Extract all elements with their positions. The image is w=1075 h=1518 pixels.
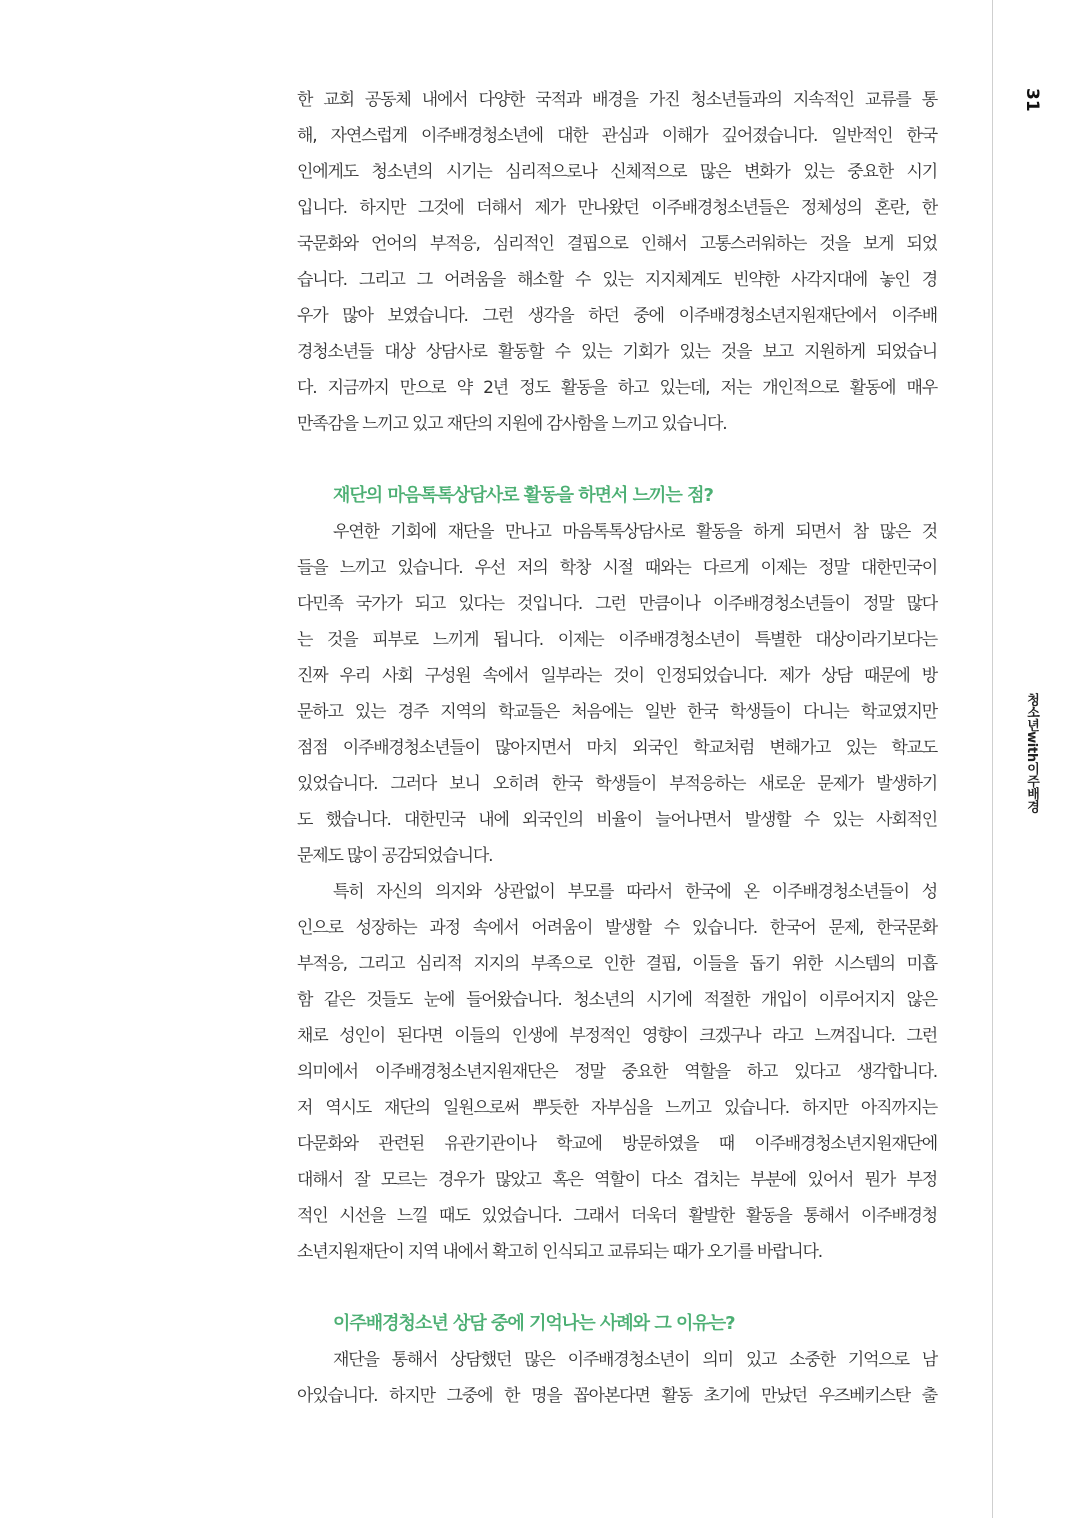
section-two-paragraph-1 <box>297 1342 937 1414</box>
text-line: 해, 자연스럽게 이주배경청소년에 대한 관심과 이해가 깊어졌습니다. 일반적인 한국 <box>297 126 937 146</box>
text-line: 는 것을 피부로 느끼게 됩니다. 이제는 이주배경청소년이 특별한 대상이라기보다는 <box>297 630 937 650</box>
section-heading: 재단의 마음톡톡상담사로 활동을 하면서 느끼는 점? <box>333 485 713 506</box>
article-body <box>297 82 937 1414</box>
text-line: 소년지원재단이 지역 내에서 확고히 인식되고 교류되는 때가 오기를 바랍니다. <box>297 1242 822 1262</box>
text-line: 의미에서 이주배경청소년지원재단은 정말 중요한 역할을 하고 있다고 생각합니다. <box>297 1062 937 1082</box>
text-line: 경청소년들 대상 상담사로 활동할 수 있는 기회가 있는 것을 보고 지원하게 되었습니 <box>297 342 937 362</box>
text-line: 우가 많아 보였습니다. 그런 생각을 하던 중에 이주배경청소년지원재단에서 이주배 <box>297 306 937 326</box>
text-line: 아있습니다. 하지만 그중에 한 명을 꼽아본다면 활동 초기에 만났던 우즈베키스탄 출 <box>297 1386 937 1406</box>
text-line: 재단을 통해서 상담했던 많은 이주배경청소년이 의미 있고 소중한 기억으로 남 <box>333 1350 937 1370</box>
section-two <box>297 1306 937 1414</box>
text-line: 다민족 국가가 되고 있다는 것입니다. 그런 만큼이나 이주배경청소년들이 정말 많다 <box>297 594 937 614</box>
text-line: 문제도 많이 공감되었습니다. <box>297 846 493 866</box>
section-one-paragraph-2 <box>297 874 937 1270</box>
section-spacer <box>297 442 937 478</box>
text-line: 문하고 있는 경주 지역의 학교들은 처음에는 일반 한국 학생들이 다니는 학교였지만 <box>297 702 937 722</box>
text-line: 국문화와 언어의 부적응, 심리적인 결핍으로 인해서 고통스러워하는 것을 보게 되었 <box>297 234 937 254</box>
text-line: 우연한 기회에 재단을 만나고 마음톡톡상담사로 활동을 하게 되면서 참 많은 것 <box>333 522 937 542</box>
text-line: 만족감을 느끼고 있고 재단의 지원에 감사함을 느끼고 있습니다. <box>297 414 727 434</box>
text-line: 도 했습니다. 대한민국 내에 외국인의 비율이 늘어나면서 발생할 수 있는 사회적인 <box>297 810 937 830</box>
text-line: 인에게도 청소년의 시기는 심리적으로나 신체적으로 많은 변화가 있는 중요한 시기 <box>297 162 937 182</box>
section-spacer <box>297 1270 937 1306</box>
text-line: 적인 시선을 느낄 때도 있었습니다. 그래서 더욱더 활발한 활동을 통해서 이주배경청 <box>297 1206 937 1226</box>
text-line: 인으로 성장하는 과정 속에서 어려움이 발생할 수 있습니다. 한국어 문제, 한국문화 <box>297 918 937 938</box>
intro-paragraph <box>297 82 937 442</box>
text-line: 한 교회 공동체 내에서 다양한 국적과 배경을 가진 청소년들과의 지속적인 교류를 통 <box>297 90 937 110</box>
section-one <box>297 478 937 1270</box>
page-number: 31 <box>1022 88 1042 112</box>
text-line: 들을 느끼고 있습니다. 우선 저의 학창 시절 때와는 다르게 이제는 정말 대한민국이 <box>297 558 937 578</box>
text-line: 부적응, 그리고 심리적 지지의 부족으로 인한 결핍, 이들을 돕기 위한 시스템의 미흡 <box>297 954 937 974</box>
text-line: 입니다. 하지만 그것에 더해서 제가 만나왔던 이주배경청소년들은 정체성의 혼란, 한 <box>297 198 937 218</box>
text-line: 다. 지금까지 만으로 약 2년 정도 활동을 하고 있는데, 저는 개인적으로 활동에 매우 <box>297 378 937 398</box>
running-title: 청소년with이주배경 <box>1024 693 1039 813</box>
text-line: 채로 성인이 된다면 이들의 인생에 부정적인 영향이 크겠구나 라고 느껴집니다. 그런 <box>297 1026 937 1046</box>
text-line: 대해서 잘 모르는 경우가 많았고 혹은 역할이 다소 겹치는 부분에 있어서 뭔가 부정 <box>297 1170 937 1190</box>
text-line: 진짜 우리 사회 구성원 속에서 일부라는 것이 인정되었습니다. 제가 상담 때문에 방 <box>297 666 937 686</box>
text-line: 저 역시도 재단의 일원으로써 뿌듯한 자부심을 느끼고 있습니다. 하지만 아직까지는 <box>297 1098 937 1118</box>
text-line: 특히 자신의 의지와 상관없이 부모를 따라서 한국에 온 이주배경청소년들이 성 <box>333 882 937 902</box>
text-line: 있었습니다. 그러다 보니 오히려 한국 학생들이 부적응하는 새로운 문제가 발생하기 <box>297 774 937 794</box>
text-line: 다문화와 관련된 유관기관이나 학교에 방문하였을 때 이주배경청소년지원재단에 <box>297 1134 937 1154</box>
text-line: 점점 이주배경청소년들이 많아지면서 마치 외국인 학교처럼 변해가고 있는 학교도 <box>297 738 937 758</box>
section-one-paragraph-1 <box>297 514 937 874</box>
margin-divider-line <box>992 0 993 1518</box>
text-line: 습니다. 그리고 그 어려움을 해소할 수 있는 지지체계도 빈약한 사각지대에 놓인 경 <box>297 270 937 290</box>
text-line: 함 같은 것들도 눈에 들어왔습니다. 청소년의 시기에 적절한 개입이 이루어지지 않은 <box>297 990 937 1010</box>
section-heading: 이주배경청소년 상담 중에 기억나는 사례와 그 이유는? <box>333 1313 735 1334</box>
